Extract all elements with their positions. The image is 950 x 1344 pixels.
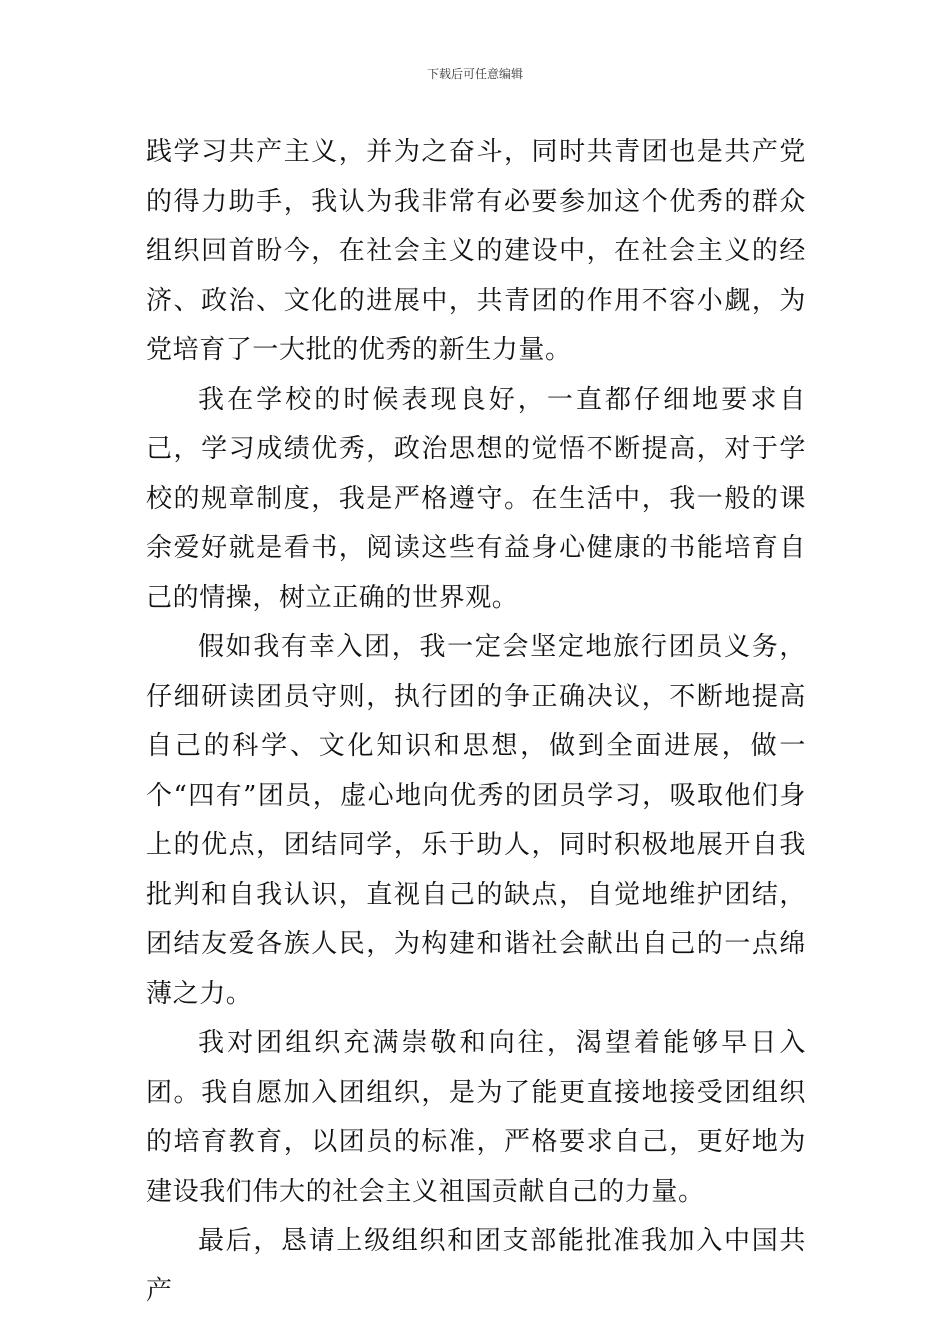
document-body [146,128,806,1316]
page-header-note: 下载后可任意编辑 [426,67,523,81]
paragraph-1: 践学习共产主义，并为之奋斗，同时共青团也是共产党的得力助手，我认为我非常有必要参加这个优秀的群众组织回首盼今，在社会主义的建设中，在社会主义的经济、政治、文化的进展中，共青团的作用不容小觑，为党培育了一大批的优秀的新生力量。 [146,137,806,365]
paragraph-3: 假如我有幸入团，我一定会坚定地旅行团员义务，仔细研读团员守则，执行团的争正确决议，不断地提高自己的科学、文化知识和思想，做到全面进展，做一个“四有”团员，虚心地向优秀的团员学习，吸取他们身上的优点，团结同学，乐于助人，同时积极地展开自我批判和自我认识，直视自己的缺点，自觉地维护团结，团结友爱各族人民，为构建和谐社会献出自己的一点绵薄之力。 [146,632,806,1009]
paragraph-2: 我在学校的时候表现良好，一直都仔细地要求自己，学习成绩优秀，政治思想的觉悟不断提高，对于学校的规章制度，我是严格遵守。在生活中，我一般的课余爱好就是看书，阅读这些有益身心健康的书能培育自己的情操，树立正确的世界观。 [146,384,806,613]
paragraph-4: 我对团组织充满崇敬和向往，渴望着能够早日入团。我自愿加入团组织，是为了能更直接地接受团组织的培育教育，以团员的标准，严格要求自己，更好地为建设我们伟大的社会主义祖国贡献自己的力量。 [146,1028,806,1207]
paragraph-5: 最后，恳请上级组织和团支部能批准我加入中国共产 [146,1226,806,1306]
